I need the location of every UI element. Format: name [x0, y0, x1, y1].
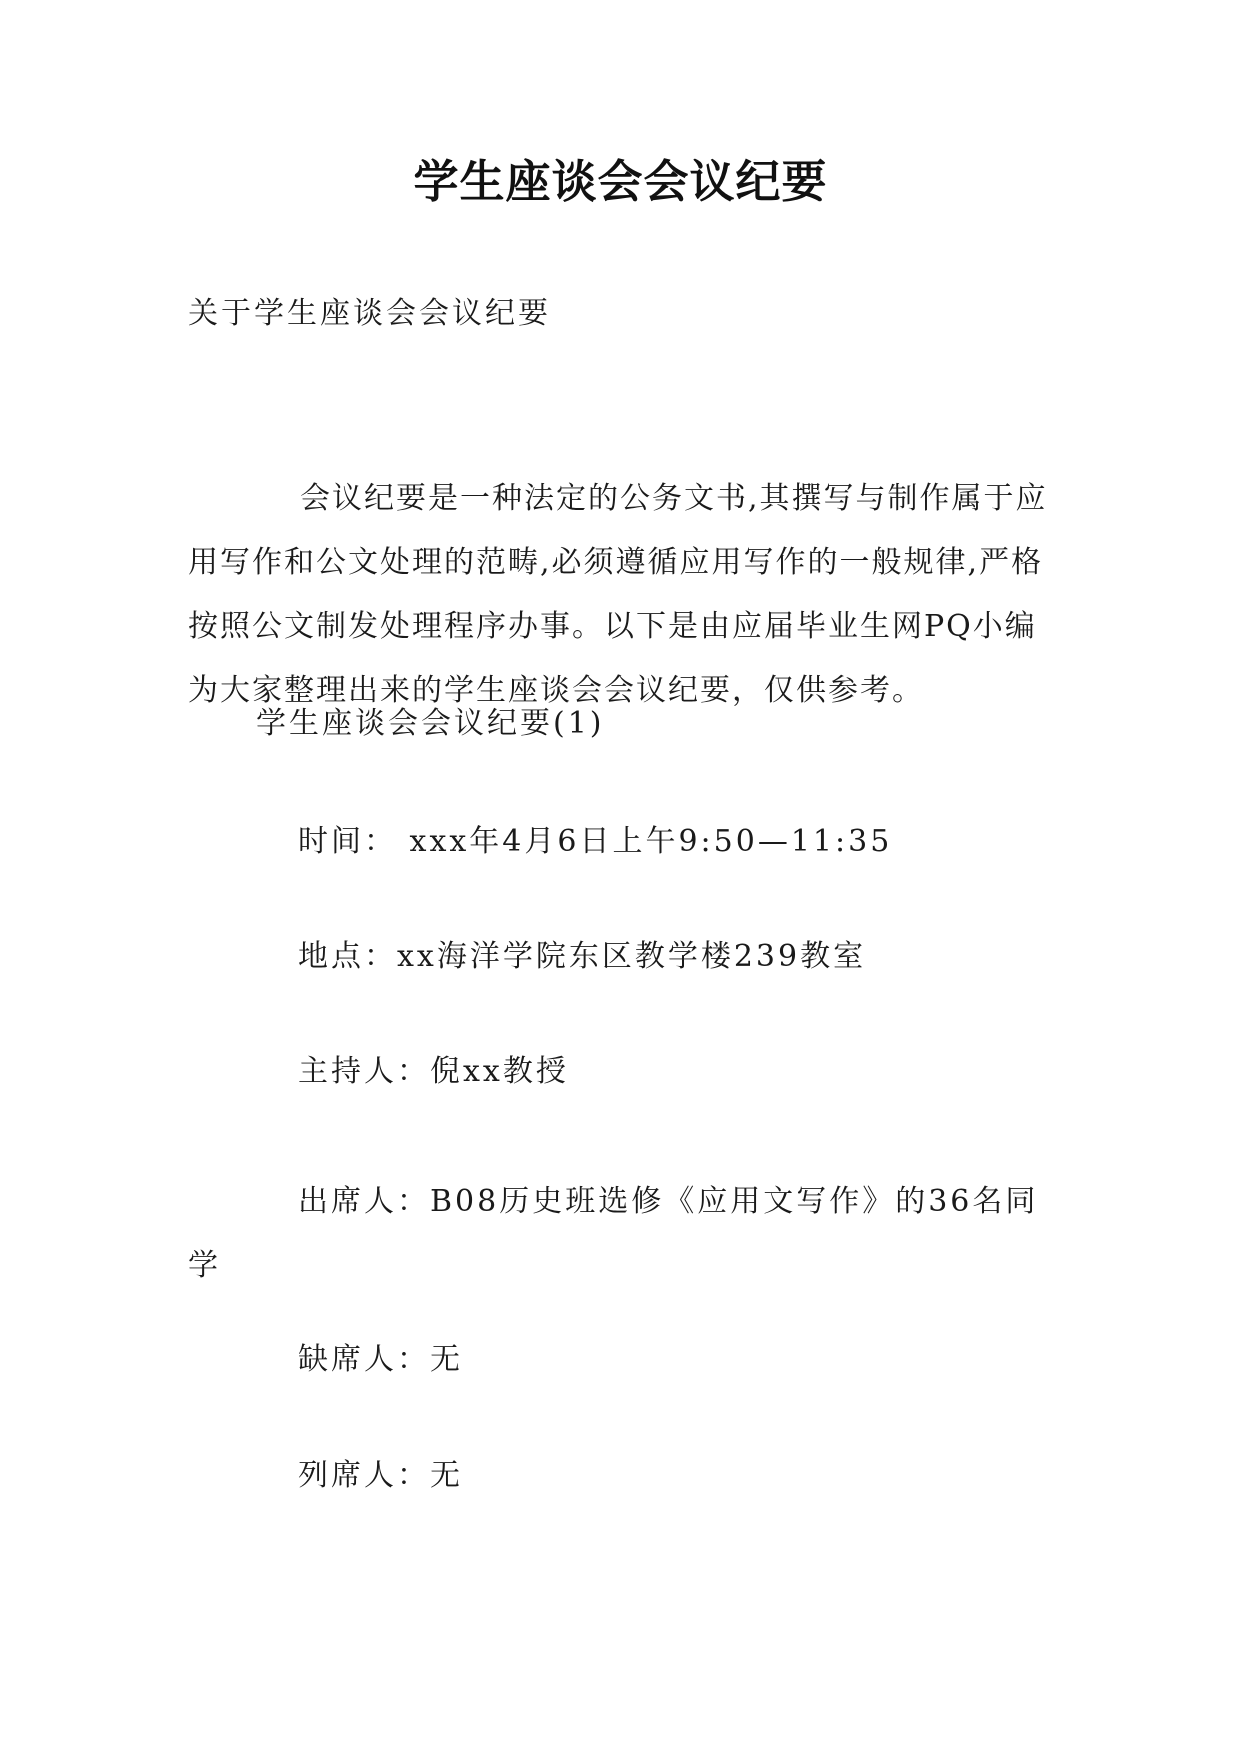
meeting-host: 主持人：倪xx教授	[298, 1054, 569, 1089]
meeting-observers: 列席人：无	[298, 1458, 463, 1493]
intro-paragraph: 会议纪要是一种法定的公务文书,其撰写与制作属于应用写作和公文处理的范畴,必须遵循应用写作的一般规律,严格按照公文制发处理程序办事。以下是由应届毕业生网PQ小编为大家整理出来的学生座谈会会议纪要，仅供参考。	[188, 481, 1048, 708]
section-heading: 学生座谈会会议纪要(1)	[256, 706, 605, 741]
meeting-time: 时间： xxx年4月6日上午9:50—11:35	[298, 824, 893, 859]
meeting-place: 地点：xx海洋学院东区教学楼239教室	[298, 939, 867, 974]
meeting-absentees: 缺席人：无	[298, 1342, 463, 1377]
document-title: 学生座谈会会议纪要	[413, 155, 828, 208]
meeting-attendees: 出席人：B08历史班选修《应用文写作》的36名同学	[188, 1184, 1039, 1283]
document-subtitle: 关于学生座谈会会议纪要	[188, 296, 551, 331]
